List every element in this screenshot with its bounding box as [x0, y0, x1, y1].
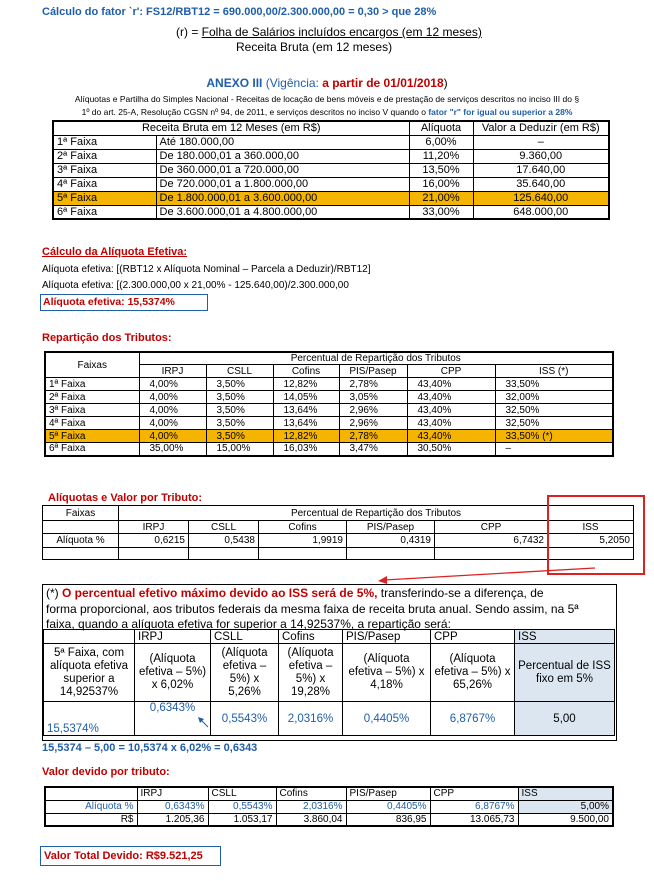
av-empty-cell [189, 548, 259, 560]
av-value: 6,7432 [435, 534, 548, 548]
reparticao-cell: 3,50% [206, 404, 273, 417]
av-value: 0,4319 [347, 534, 435, 548]
reparticao-faixa: 4ª Faixa [45, 417, 139, 430]
faixa-receita: De 180.000,01 a 360.000,00 [156, 149, 409, 163]
reparticao-row [45, 430, 613, 443]
reparticao-cell: 3,05% [339, 391, 407, 404]
note-result-label: 15,5374% [44, 702, 135, 736]
vd-header: CPP [430, 787, 518, 800]
note-result-cell: 0,5543% [211, 702, 279, 736]
reparticao-cell: 16,03% [273, 443, 339, 456]
note-blank-head [44, 630, 135, 644]
vd-header: PIS/Pasep [346, 787, 430, 800]
reparticao-cell: 2,78% [339, 378, 407, 391]
iss-note-rest1: transferindo-se a diferença, de [377, 586, 544, 600]
reparticao-cell: 3,50% [206, 430, 273, 443]
calc-efetiva-line1 [42, 264, 371, 275]
reparticao-cell: 12,82% [273, 378, 339, 391]
reparticao-cell: 32,50% [495, 417, 613, 430]
reparticao-cell: 43,40% [407, 378, 495, 391]
vd-row1-label: Alíquota % [45, 800, 137, 813]
av-row-label: Alíquota % [43, 534, 119, 548]
av-value: 0,5438 [189, 534, 259, 548]
reparticao-cell: 35,00% [139, 443, 206, 456]
reparticao-cell: 15,00% [206, 443, 273, 456]
calc-efetiva-title: Cálculo da Alíquota Efetiva: [42, 246, 188, 258]
reparticao-table [44, 351, 614, 457]
reparticao-header: CPP [407, 365, 495, 378]
valor-total-box: Valor Total Devido: R$9.521,25 [40, 846, 221, 866]
reparticao-header: ISS (*) [495, 365, 613, 378]
faixa-aliquota: 13,50% [409, 163, 473, 177]
av-empty-cell [119, 548, 189, 560]
reparticao-row [45, 443, 613, 456]
vd-valor: 13.065,73 [430, 813, 518, 826]
note-header: PIS/Pasep [343, 630, 431, 644]
faixa-receita: De 360.000,01 a 720.000,00 [156, 163, 409, 177]
faixas-header-aliquota: Alíquota [409, 121, 473, 135]
faixa-deduzir: 35.640,00 [473, 177, 609, 191]
faixa-deduzir: 125.640,00 [473, 191, 609, 205]
reparticao-cell: 33,50% (*) [495, 430, 613, 443]
reparticao-cell: 43,40% [407, 404, 495, 417]
reparticao-cell: – [495, 443, 613, 456]
aliquotas-valor-table [42, 505, 634, 560]
faixa-name: 5ª Faixa [53, 191, 156, 205]
reparticao-faixa: 5ª Faixa [45, 430, 139, 443]
reparticao-cell: 4,00% [139, 378, 206, 391]
vd-valor: 836,95 [346, 813, 430, 826]
vd-aliquota: 5,00% [518, 800, 613, 813]
formula-denominator: Receita Bruta (em 12 meses) [236, 40, 393, 54]
reparticao-cell: 2,78% [339, 430, 407, 443]
faixa-deduzir: 17.640,00 [473, 163, 609, 177]
note-result-cell: 5,00 [515, 702, 615, 736]
faixa-row [53, 149, 609, 163]
anexo-desc2 [0, 107, 654, 117]
reparticao-cell: 43,40% [407, 417, 495, 430]
iss-note-text [46, 586, 616, 633]
faixa-row [53, 191, 609, 205]
note-formula-cell: (Alíquota efetiva – 5%) x 19,28% [279, 644, 343, 702]
fator-r-line: Cálculo do fator `r': FS12/RBT12 = 690.000,00/2.300.000,00 = 0,30 > que 28% [42, 6, 437, 18]
av-header: CPP [435, 521, 548, 534]
av-header: CSLL [189, 521, 259, 534]
av-empty-cell [435, 548, 548, 560]
av-header: IRPJ [119, 521, 189, 534]
reparticao-group-header: Percentual de Repartição dos Tributos [139, 352, 613, 365]
iss-note-line2: forma proporcional, aos tributos federais da mesma faixa de receita bruta anual. Sendo assim, na 5ª [46, 601, 579, 616]
reparticao-cell: 33,50% [495, 378, 613, 391]
reparticao-cell: 13,64% [273, 404, 339, 417]
vd-aliquota: 0,5543% [208, 800, 276, 813]
reparticao-cell: 43,40% [407, 391, 495, 404]
vd-valor: 3.860,04 [276, 813, 346, 826]
reparticao-row [45, 404, 613, 417]
calc-line1-label: Alíquota efetiva: [42, 264, 117, 275]
av-header: Cofins [259, 521, 347, 534]
note-row-label: 5ª Faixa, com alíquota efetiva superior a 14,92537% [44, 644, 135, 702]
faixa-receita: De 3.600.000,01 a 4.800.000,00 [156, 205, 409, 219]
faixa-row [53, 163, 609, 177]
reparticao-cell: 3,47% [339, 443, 407, 456]
faixa-name: 3ª Faixa [53, 163, 156, 177]
valor-devido-title: Valor devido por tributo: [42, 766, 170, 778]
note-formula-cell: (Alíquota efetiva – 5%) x 4,18% [343, 644, 431, 702]
iss-note-table [43, 629, 615, 736]
reparticao-cell: 3,50% [206, 378, 273, 391]
anexo-vig-date: a partir de 01/01/2018 [322, 76, 444, 90]
note-header: IRPJ [135, 630, 211, 644]
reparticao-cell: 2,96% [339, 417, 407, 430]
reparticao-faixa: 2ª Faixa [45, 391, 139, 404]
faixa-aliquota: 11,20% [409, 149, 473, 163]
vd-valor: 1.205,36 [137, 813, 208, 826]
reparticao-cell: 4,00% [139, 417, 206, 430]
vd-aliquota: 6,8767% [430, 800, 518, 813]
av-blank-head [43, 521, 119, 534]
vd-valor: 9.500,00 [518, 813, 613, 826]
faixa-receita: Até 180.000,00 [156, 135, 409, 149]
note-header: CSLL [211, 630, 279, 644]
note-formula-cell: (Alíquota efetiva – 5%) x 65,26% [431, 644, 515, 702]
reparticao-cell: 12,82% [273, 430, 339, 443]
reparticao-cell: 32,00% [495, 391, 613, 404]
anexo-vig-close: ) [443, 76, 448, 90]
faixa-name: 4ª Faixa [53, 177, 156, 191]
anexo-desc2b: fator "r" for igual ou superior a 28% [428, 107, 573, 117]
faixa-aliquota: 21,00% [409, 191, 473, 205]
vd-header: Cofins [276, 787, 346, 800]
note-result-cell: 2,0316% [279, 702, 343, 736]
faixa-name: 1ª Faixa [53, 135, 156, 149]
reparticao-cell: 3,50% [206, 391, 273, 404]
reparticao-cell: 2,96% [339, 404, 407, 417]
faixas-table [52, 120, 610, 220]
faixa-row [53, 135, 609, 149]
reparticao-header: IRPJ [139, 365, 206, 378]
faixa-row [53, 205, 609, 219]
reparticao-cell: 13,64% [273, 417, 339, 430]
vd-header: IRPJ [137, 787, 208, 800]
anexo-heading [0, 76, 654, 90]
faixa-deduzir: 9.360,00 [473, 149, 609, 163]
calc-line2-label: Alíquota efetiva: [42, 280, 117, 291]
reparticao-cell: 4,00% [139, 430, 206, 443]
iss-calc-line: 15,5374 – 5,00 = 10,5374 x 6,02% = 0,6343 [42, 742, 258, 754]
reparticao-faixa: 1ª Faixa [45, 378, 139, 391]
av-header: ISS [548, 521, 634, 534]
vd-aliquota: 2,0316% [276, 800, 346, 813]
anexo-desc1: Alíquotas e Partilha do Simples Nacional - Receitas de locação de bens móveis e de prestação de serviços descritos no inciso III do § [74, 94, 580, 104]
reparticao-cell: 43,40% [407, 430, 495, 443]
vd-valor: 1.053,17 [208, 813, 276, 826]
av-value: 1,9919 [259, 534, 347, 548]
reparticao-faixas-label: Faixas [45, 352, 139, 378]
calc-line2-formula: [(2.300.000,00 x 21,00% - 125.640,00)/2.300.000,00 [116, 280, 349, 291]
anexo-desc2a: 1º do art. 25-A, Resolução CGSN nº 94, de 2011, e serviços descritos no inciso V quando o [81, 107, 429, 117]
av-group-header: Percentual de Repartição dos Tributos [119, 506, 634, 521]
faixa-aliquota: 33,00% [409, 205, 473, 219]
reparticao-row [45, 378, 613, 391]
aliquota-efetiva-box: Alíquota efetiva: 15,5374% [40, 294, 208, 311]
iss-note-red: O percentual efetivo máximo devido ao ISS será de 5%, [62, 586, 378, 600]
note-result-cell: 0,6343% [135, 702, 211, 736]
reparticao-row [45, 417, 613, 430]
iss-highlight-box [547, 495, 645, 575]
faixa-row [53, 177, 609, 191]
vd-header: CSLL [208, 787, 276, 800]
av-value: 5,2050 [548, 534, 634, 548]
faixa-aliquota: 6,00% [409, 135, 473, 149]
reparticao-title: Repartição dos Tributos: [42, 332, 172, 344]
av-empty-cell [259, 548, 347, 560]
reparticao-faixa: 6ª Faixa [45, 443, 139, 456]
av-empty-cell [347, 548, 435, 560]
note-formula-cell: (Alíquota efetiva – 5%) x 5,26% [211, 644, 279, 702]
reparticao-row [45, 391, 613, 404]
vd-aliquota: 0,4405% [346, 800, 430, 813]
note-header: CPP [431, 630, 515, 644]
faixa-name: 2ª Faixa [53, 149, 156, 163]
fator-r-formula [176, 25, 482, 39]
vd-blank-head [45, 787, 137, 800]
iss-note-line3: faixa, quando a alíquota efetiva for superior a 14,92537%, a repartição será: [46, 617, 451, 631]
calc-efetiva-line2 [42, 280, 349, 291]
reparticao-header: CSLL [206, 365, 273, 378]
note-header: Cofins [279, 630, 343, 644]
faixa-aliquota: 16,00% [409, 177, 473, 191]
reparticao-cell: 4,00% [139, 391, 206, 404]
av-faixas-label: Faixas [43, 506, 119, 521]
faixas-header-receita: Receita Bruta em 12 Meses (em R$) [53, 121, 409, 135]
formula-numerator: Folha de Salários incluídos encargos (em 12 meses) [201, 25, 482, 39]
note-result-cell: 6,8767% [431, 702, 515, 736]
formula-prefix: (r) = [176, 25, 202, 39]
faixa-receita: De 1.800.000,01 a 3.600.000,00 [156, 191, 409, 205]
calc-line1-formula: [(RBT12 x Alíquota Nominal – Parcela a Deduzir)/RBT12] [116, 264, 371, 275]
reparticao-header: PIS/Pasep [339, 365, 407, 378]
faixas-header-row [53, 121, 609, 135]
vd-aliquota: 0,6343% [137, 800, 208, 813]
result-arrow-icon [178, 714, 218, 734]
note-formula-cell: (Alíquota efetiva – 5%) x 6,02% [135, 644, 211, 702]
reparticao-cell: 14,05% [273, 391, 339, 404]
valor-devido-table [44, 786, 614, 827]
reparticao-cell: 3,50% [206, 417, 273, 430]
vd-row2-label: R$ [45, 813, 137, 826]
reparticao-faixa: 3ª Faixa [45, 404, 139, 417]
reparticao-cell: 30,50% [407, 443, 495, 456]
iss-note-prefix: (*) [46, 586, 62, 600]
av-value: 0,6215 [119, 534, 189, 548]
note-formula-cell: Percentual de ISS fixo em 5% [515, 644, 615, 702]
faixa-deduzir: – [473, 135, 609, 149]
av-header: PIS/Pasep [347, 521, 435, 534]
faixas-header-deduzir: Valor a Deduzir (em R$) [473, 121, 609, 135]
aliquotas-valor-title: Alíquotas e Valor por Tributo: [48, 492, 203, 504]
reparticao-cell: 32,50% [495, 404, 613, 417]
reparticao-header: Cofins [273, 365, 339, 378]
note-header: ISS [515, 630, 615, 644]
vd-header: ISS [518, 787, 613, 800]
faixa-name: 6ª Faixa [53, 205, 156, 219]
reparticao-cell: 4,00% [139, 404, 206, 417]
anexo-vig-label: (Vigência: [265, 76, 323, 90]
note-result-cell: 0,4405% [343, 702, 431, 736]
anexo-title: ANEXO III [206, 76, 263, 90]
faixa-receita: De 720.000,01 a 1.800.000,00 [156, 177, 409, 191]
faixa-deduzir: 648.000,00 [473, 205, 609, 219]
av-empty-cell [43, 548, 119, 560]
